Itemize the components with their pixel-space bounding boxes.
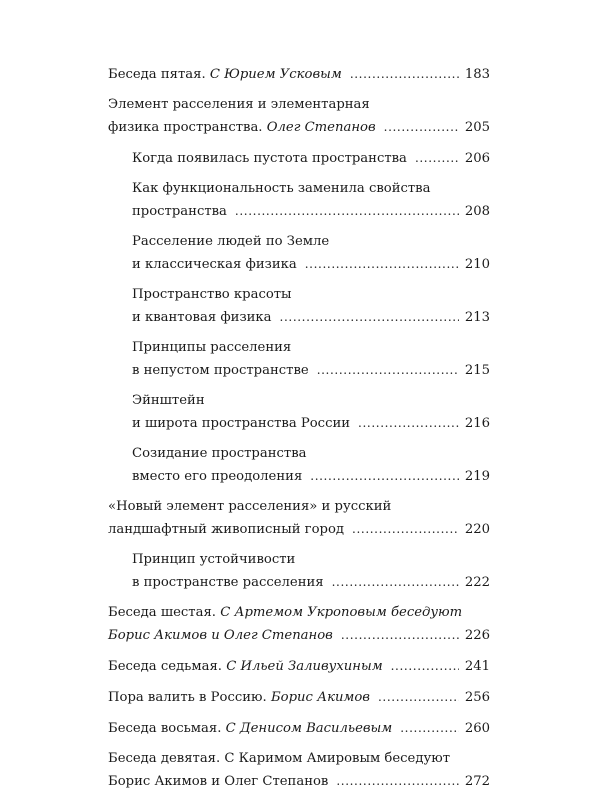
- page-number: 272: [464, 774, 490, 789]
- leader-dots: [317, 359, 459, 381]
- toc-subentry: Принцип устойчивости в пространстве расселения . . . 222: [108, 549, 490, 594]
- toc-subentry: Созидание пространства вместо его преодоления . . . 219: [108, 443, 490, 488]
- page-number: 220: [464, 522, 490, 537]
- leader-dots: [332, 571, 459, 593]
- leader-dots: [341, 624, 459, 646]
- page-number: 210: [464, 257, 490, 272]
- page-number: 183: [464, 67, 490, 82]
- toc-entry: Беседа пятая. С Юрием Усковым . . . 183: [108, 63, 490, 86]
- toc-entry: Беседа седьмая. С Ильей Заливухиным . . . 241: [108, 655, 490, 678]
- toc-entry: Беседа восьмая. С Денисом Васильевым . . . 260: [108, 717, 490, 740]
- page-number: 256: [464, 690, 490, 705]
- page-number: 206: [464, 151, 490, 166]
- table-of-contents: [108, 63, 490, 801]
- leader-dots: [350, 63, 459, 85]
- leader-dots: [378, 686, 459, 708]
- toc-subentry: Эйнштейн и широта пространства России . . . 216: [108, 390, 490, 435]
- toc-subentry: Как функциональность заменила свойства пространства . . . 208: [108, 178, 490, 223]
- leader-dots: [235, 200, 459, 222]
- page-number: 226: [464, 628, 490, 643]
- page-number: 219: [464, 469, 490, 484]
- leader-dots: [358, 412, 459, 434]
- page-number: 208: [464, 204, 490, 219]
- toc-entry: Беседа девятая. С Каримом Амировым беседуют Борис Акимов и Олег Степанов . . . 272: [108, 748, 490, 793]
- toc-subentry: Принципы расселения в непустом пространстве . . . 215: [108, 337, 490, 382]
- leader-dots: [415, 147, 459, 169]
- leader-dots: [400, 717, 459, 739]
- page-number: 216: [464, 416, 490, 431]
- page-number: 260: [464, 721, 490, 736]
- leader-dots: [305, 253, 459, 275]
- page-number: 222: [464, 575, 490, 590]
- leader-dots: [391, 655, 459, 677]
- toc-subentry: Когда появилась пустота пространства . . . 206: [108, 147, 490, 170]
- toc-entry: Элемент расселения и элементарная физика пространства. Олег Степанов . . . 205: [108, 94, 490, 139]
- toc-subentry: Пространство красоты и квантовая физика . . . 213: [108, 284, 490, 329]
- leader-dots: [310, 465, 459, 487]
- toc-entry: Беседа шестая. С Артемом Укроповым беседуют Борис Акимов и Олег Степанов . . . 226: [108, 602, 490, 647]
- toc-entry: Пора валить в Россию. Борис Акимов . . . 256: [108, 686, 490, 709]
- leader-dots: [352, 518, 459, 540]
- leader-dots: [384, 116, 459, 138]
- toc-entry: «Новый элемент расселения» и русский ландшафтный живописный город . . . 220: [108, 496, 490, 541]
- page-number: 205: [464, 120, 490, 135]
- page-number: 213: [464, 310, 490, 325]
- page-number: 241: [464, 659, 490, 674]
- leader-dots: [336, 770, 458, 792]
- toc-subentry: Расселение людей по Земле и классическая физика . . . 210: [108, 231, 490, 276]
- leader-dots: [280, 306, 459, 328]
- page-number: 215: [464, 363, 490, 378]
